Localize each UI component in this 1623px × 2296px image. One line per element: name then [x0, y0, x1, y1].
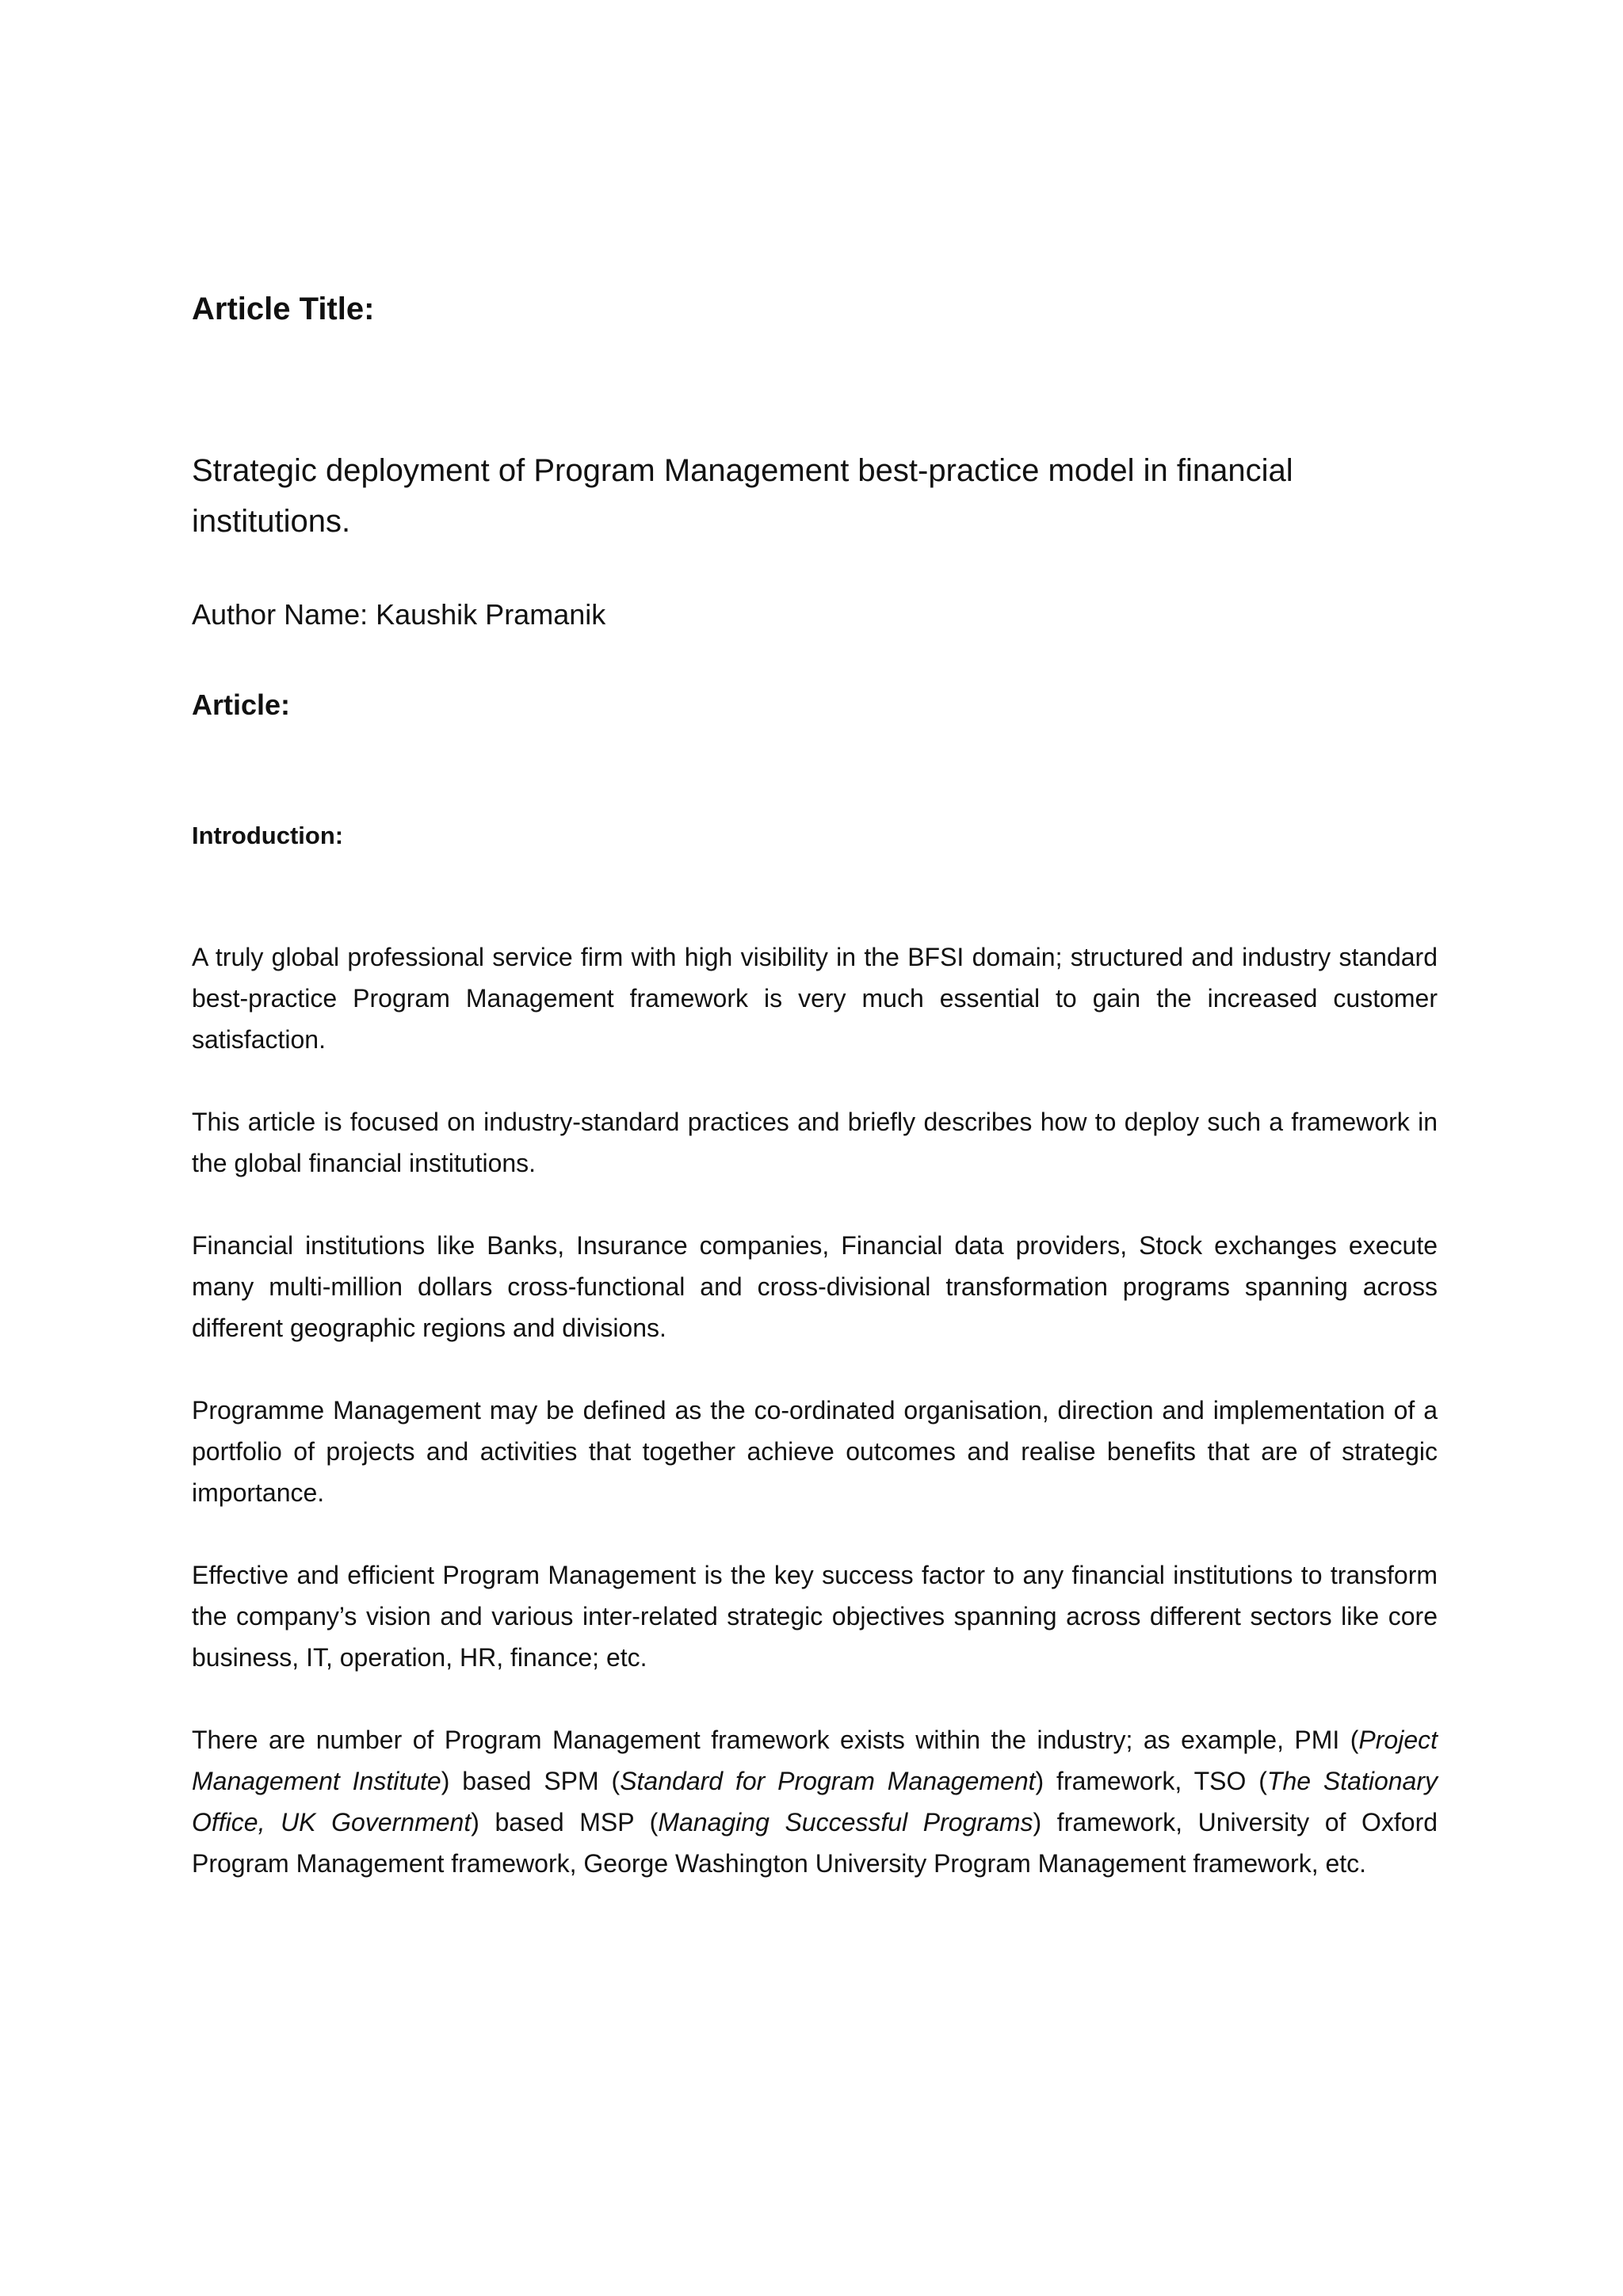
article-title: Strategic deployment of Program Management best-practice model in financial institutions.	[192, 453, 1293, 539]
paragraph-4: Programme Management may be defined as the co-ordinated organisation, direction and implementation of a portfolio of projects and activities that together achieve outcomes and realise benefits that are of strategic importance.	[192, 1396, 1438, 1507]
article-heading: Article:	[192, 688, 291, 721]
article-body	[192, 936, 1438, 1925]
paragraph-1: A truly global professional service firm with high visibility in the BFSI domain; structured and industry standard best-practice Program Management framework is very much essential to gain the increased customer satisfaction.	[192, 943, 1438, 1054]
paragraph-5: Effective and efficient Program Management is the key success factor to any financial institutions to transform the company’s vision and various inter-related strategic objectives spanning across different sectors like core business, IT, operation, HR, finance; etc.	[192, 1561, 1438, 1672]
paragraph-6-italic-msp: Managing Successful Programs	[658, 1808, 1033, 1836]
paragraph-6-text-1: There are number of Program Management framework exists within the industry; as example, PMI (	[192, 1726, 1359, 1754]
paragraph-6-text-4: ) based MSP (	[471, 1808, 659, 1836]
paragraph-6-text-3: ) framework, TSO (	[1035, 1767, 1267, 1795]
paragraph-6-italic-pmi: Project Management Institute	[192, 1726, 1438, 1795]
paragraph-6-text-2: ) based SPM (	[441, 1767, 621, 1795]
paragraph-3: Financial institutions like Banks, Insurance companies, Financial data providers, Stock exchanges execute many multi-million dollars cross-functional and cross-divisional transformation programs spanning across different geographic regions and divisions.	[192, 1231, 1438, 1342]
author-line: Author Name: Kaushik Pramanik	[192, 598, 606, 631]
paragraph-6	[192, 1719, 1438, 1884]
paragraph-6-text-5: ) framework, University of Oxford Program Management framework, George Washington University Program Management framework, etc.	[192, 1808, 1438, 1878]
paragraph-6-italic-spm: Standard for Program Management	[620, 1767, 1036, 1795]
paragraph-6-italic-tso: The Stationary Office, UK Government	[192, 1767, 1438, 1836]
paragraph-2: This article is focused on industry-standard practices and briefly describes how to deploy such a framework in the global financial institutions.	[192, 1108, 1438, 1177]
introduction-heading: Introduction:	[192, 822, 344, 849]
article-title-label: Article Title:	[192, 292, 375, 326]
